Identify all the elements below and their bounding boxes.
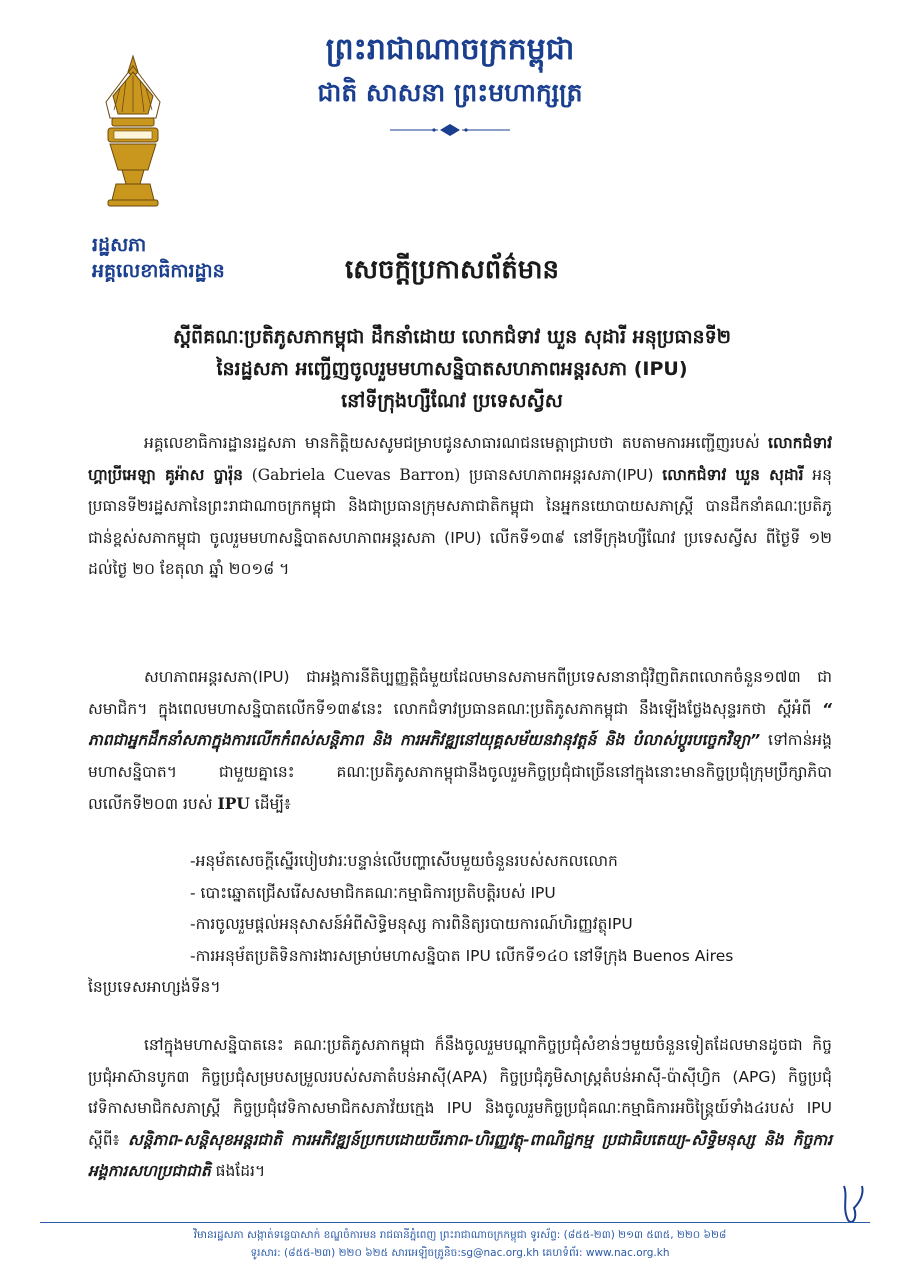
agenda-list bbox=[88, 846, 832, 1004]
subtitle-line3: នៅទីក្រុងហ្សឺណែវ ប្រទេសស្វីស bbox=[341, 390, 563, 412]
ipu-president-latin: (Gabriela Cuevas Barron) bbox=[243, 465, 469, 484]
p4-intro: នៅក្នុងមហាសន្និបាតនេះ គណៈប្រតិភូសភាកម្ពុជា ក៏នឹងចូលរួមបណ្ដាកិច្ចប្រជុំសំខាន់ៗមួយចំនួនទៀតដែលមានដូចជា កិច្ចប្រជុំអាស៊ានបូក៣ កិច្ចប្រជុំសម្របសម្រួលរបស់សភាតំបន់អាស៊ី(APA) កិច្ចប្រជុំភូមិសាស្ត្រតំបន់អាស៊ី-ប៉ាស៊ីហ្វិក (APG) កិច្ចប្រជុំវេទិកាសមាជិកសភាស្ត្រី កិច្ចប្រជុំវេទិកាសមាជិកសភាវ័យក្មេង IPU និងចូលរួមកិច្ចប្រជុំគណៈកម្មាធិការអចិន្ត្រៃយ៍ទាំង៤របស់ IPU ស្ដីពី៖ bbox=[88, 1036, 832, 1149]
list-item: -ការចូលរួមផ្ដល់អនុសាសន៍អំពីសិទ្ធិមនុស្ស ការពិនិត្យរបាយការណ៍ហិរញ្ញវត្ថុIPU bbox=[190, 915, 633, 933]
kingdom-heading: ព្រះរាជាណាចក្រកម្ពុជា bbox=[325, 32, 575, 67]
subtitle-line2: នៃរដ្ឋសភា អញ្ជើញចូលរួមមហាសន្និបាតសហភាពអន្តរសភា (IPU) bbox=[216, 358, 688, 380]
delegation-leader-name: លោកជំទាវ ឃួន សុដារី bbox=[662, 465, 804, 484]
p2-end: ដើម្បី៖ bbox=[249, 795, 291, 813]
footer-address: វិមានរដ្ឋសភា សង្កាត់ទន្លេបាសាក់ ខណ្ឌចំការមន រាជធានីភ្នំពេញ ព្រះរាជាណាចក្រកម្ពុជា ទូរស័ព្ទ: (៨៥៥-២៣) ២១៣ ៥៣៥, ២២០ ៦២៨ bbox=[193, 1229, 727, 1241]
list-item-continuation: នៃប្រទេសអាហ្សង់ទីន។ bbox=[88, 978, 221, 996]
document-title: សេចក្ដីប្រកាសព័ត៌មាន bbox=[344, 255, 560, 285]
royal-emblem-icon bbox=[98, 52, 168, 212]
ipu-president-name: លោកជំទាវ ហ្គាប្រីអេឡា គូអ៉ាស ប្ចារ៉ុន bbox=[88, 434, 832, 484]
paragraph-4 bbox=[88, 1030, 832, 1188]
org-name-line2: អគ្គលេខាធិការដ្ឋាន bbox=[92, 260, 225, 282]
p4-end: ផងដែរ។ bbox=[210, 1162, 266, 1180]
list-item: -ការអនុម័តប្រតិទិនការងារសម្រាប់មហាសន្និបាត IPU លើកទី១៤០ នៅទីក្រុង Buenos Aires bbox=[190, 946, 734, 965]
p2-mid: ទៅកាន់អង្គមហាសន្និបាត។ ជាមួយគ្នានេះ គណៈប្រតិភូសភាកម្ពុជានឹងចូលរួមកិច្ចប្រជុំជាច្រើននៅក្នុងនោះមានកិច្ចប្រជុំក្រុមប្រឹក្សាភិបាលលើកទី២០៣ របស់ bbox=[88, 731, 832, 813]
speech-topic: “ ភាពជាអ្នកដឹកនាំសភាក្នុងការលើកកំពស់សន្តិភាព និង ការអភិវឌ្ឍនៅយុគ្គសម័យនវានុវត្តន៍ និង បំលាស់ប្ដូរបច្ចេកវិទ្យា” bbox=[88, 699, 832, 749]
footer-divider bbox=[40, 1222, 870, 1223]
footer-contact: ទូរសារ: (៨៥៥-២៣) ២២០ ៦២៥ សារអេឡិចត្រូនិច:sg@nac.org.kh គេហទំព័រ: www.nac.org.kh bbox=[250, 1247, 670, 1259]
ornament-divider-icon bbox=[390, 122, 510, 138]
list-item: - បោះឆ្នោតជ្រើសរើសសមាជិកគណៈកម្មាធិការប្រតិបត្តិរបស់ IPU bbox=[190, 883, 556, 902]
p1-intro: អគ្គលេខាធិការដ្ឋានរដ្ឋសភា មានកិត្តិយសសូមជម្រាបជូនសាធារណជនមេត្តាជ្រាបថា តបតាមការអញ្ជើញរបស់ bbox=[144, 434, 769, 452]
p1-ipu-title: ប្រធានសហភាពអន្តរសភា(IPU) bbox=[468, 465, 663, 484]
paragraph-1 bbox=[88, 428, 832, 586]
p2-ipu: IPU bbox=[217, 794, 250, 813]
paragraph-2 bbox=[88, 662, 832, 821]
subtitle-line1: ស្ដីពីគណៈប្រតិភូសភាកម្ពុជា ដឹកនាំដោយ លោកជំទាវ ឃួន សុដារី អនុប្រធានទី២ bbox=[172, 326, 732, 348]
p1-rest: អនុប្រធានទី២រដ្ឋសភានៃព្រះរាជាណាចក្រកម្ពុជា និងជាប្រធានក្រុមសភាជាតិកម្ពុជា នៃអ្នកនយោបាយសភាស្ត្រី បានដឹកនាំគណៈប្រតិភូជាន់ខ្ពស់សភាកម្ពុជា ចូលរួមមហាសន្និបាតសហភាពអន្តរសភា (IPU) លើកទី១៣៩ នៅទីក្រុងហ្សឺណែវ ប្រទេសស្វីស ពីថ្ងៃទី ១២ ដល់ថ្ងៃ ២០ ខែតុលា ឆ្នាំ ២០១៨ ។ bbox=[88, 465, 832, 578]
committee-topics: សន្តិភាព-សន្តិសុខអន្តរជាតិ ការអភិវឌ្ឍន៍ប្រកបដោយចីរភាព-ហិរញ្ញវត្ថុ-ពាណិជ្ជកម្ម ប្រជាធិបតេយ្យ-សិទ្ធិមនុស្ស និង កិច្ចការអង្គការសហប្រជាជាតិ bbox=[88, 1130, 832, 1180]
footer bbox=[100, 1226, 820, 1262]
org-name-line1: រដ្ឋសភា bbox=[92, 234, 147, 256]
national-motto: ជាតិ សាសនា ព្រះមហាក្សត្រ bbox=[317, 78, 583, 107]
p2-intro: សហភាពអន្តរសភា(IPU) ជាអង្គការនីតិប្បញ្ញត្តិធំមួយដែលមានសភាមកពីប្រទេសនានាជុំវិញពិភពលោកចំនួន១៧៣ ជាសមាជិក។ ក្នុងពេលមហាសន្និបាតលើកទី១៣៩នេះ លោកជំទាវប្រធានគណៈប្រតិភូសភាកម្ពុជា នឹងឡើងថ្លែងសុន្ទរកថា ស្ដីអំពី bbox=[88, 668, 832, 718]
list-item: -អនុម័តសេចក្ដីស្នើរបៀបវារៈបន្ទាន់លើបញ្ហាសើបមួយចំនួនរបស់សកលលោក bbox=[190, 852, 618, 870]
